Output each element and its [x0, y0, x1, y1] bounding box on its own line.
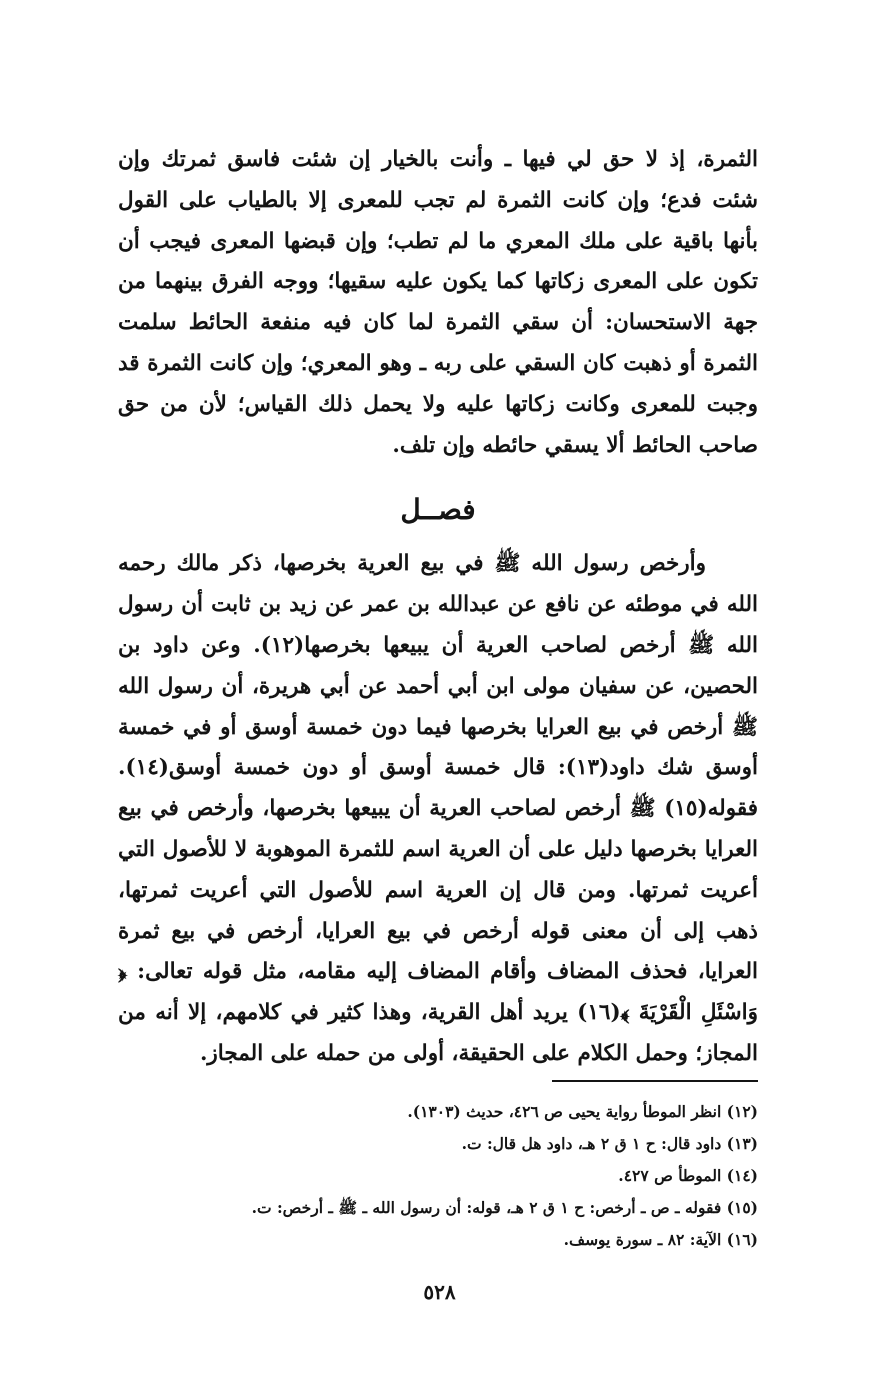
footnote-13: (١٣) داود قال: ح ١ ق ٢ هـ، داود هل قال: ت.	[461, 1134, 758, 1153]
footnote-16: (١٦) الآية: ٨٢ ـ سورة يوسف.	[563, 1230, 758, 1249]
footnote-15: (١٥) فقوله ـ ص ـ أرخص: ح ١ ق ٢ هـ، قوله: أن رسول الله ـ ﷺ ـ أرخص: ت.	[251, 1198, 758, 1217]
page-number: ٥٢٨	[423, 1280, 456, 1304]
page-body	[118, 140, 758, 1075]
footnote-separator	[552, 1080, 758, 1082]
footnote-14: (١٤) الموطأ ص ٤٢٧.	[618, 1166, 758, 1185]
footnote-12: (١٢) انظر الموطأ رواية يحيى ص ٤٢٦، حديث (١٣٠٣).	[407, 1102, 758, 1121]
body-paragraph-top: الثمرة، إذ لا حق لي فيها ـ وأنت بالخيار إن شئت فاسق ثمرتك وإن شئت فدع؛ وإن كانت الثمرة لم تجب للمعرى إلا بالطياب على القول بأنها باقية على ملك المعري ما لم تطب؛ وإن قبضها المعرى فيجب أن تكون على المعرى زكاتها كما يكون عليه سقيها؛ ووجه الفرق بينهما من جهة الاستحسان: أن سقي الثمرة لما كان فيه منفعة الحائط سلمت الثمرة أو ذهبت كان السقي على ربه ـ وهو المعري؛ وإن كانت الثمرة قد وجبت للمعرى وكانت زكاتها عليه ولا يحمل ذلك القياس؛ لأن من حق صاحب الحائط ألا يسقي حائطه وإن تلف.	[118, 147, 758, 458]
footnotes	[118, 1096, 758, 1256]
body-paragraph-main: وأرخص رسول الله ﷺ في بيع العرية بخرصها، ذكر مالك رحمه الله في موطئه عن نافع عن عبدالله بن عمر عن زيد بن ثابت أن رسول الله ﷺ أرخص لصاحب العرية أن يبيعها بخرصها(١٢). وعن داود بن الحصين، عن سفيان مولى ابن أبي أحمد عن أبي هريرة، أن رسول الله ﷺ أرخص في بيع العرايا بخرصها فيما دون خمسة أوسق أو في خمسة أوسق شك داود(١٣): قال خمسة أوسق أو دون خمسة أوسق(١٤). فقوله(١٥) ﷺ أرخص لصاحب العرية أن يبيعها بخرصها، وأرخص في بيع العرايا بخرصها دليل على أن العرية اسم للثمرة الموهوبة لا للأصول التي أعريت ثمرتها. ومن قال إن العرية اسم للأصول التي أعريت ثمرتها، ذهب إلى أن معنى قوله أرخص في بيع العرايا، أرخص في بيع ثمرة العرايا، فحذف المضاف وأقام المضاف إليه مقامه، مثل قوله تعالى: ﴿ وَاسْئَلِ الْقَرْيَةَ ﴾(١٦) يريد أهل القرية، وهذا كثير في كلامهم، إلا أنه من المجاز؛ وحمل الكلام على الحقيقة، أولى من حمله على المجاز.	[118, 551, 758, 1066]
section-heading: فصــل	[400, 493, 476, 527]
